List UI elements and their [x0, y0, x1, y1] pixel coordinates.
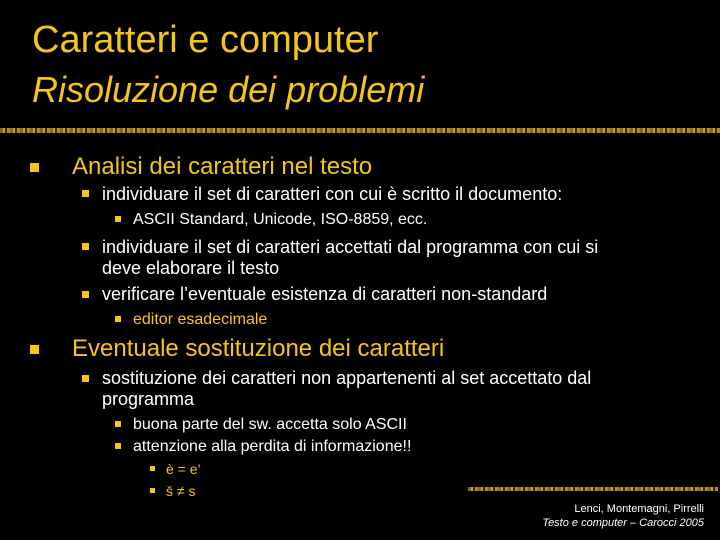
- bullet-sostituzione-1: sostituzione dei caratteri non appartenenti al set accettato dal: [102, 368, 592, 388]
- bullet-square-icon: [115, 316, 121, 322]
- bullet-square-icon: [82, 190, 89, 197]
- bullet-square-icon: [115, 421, 121, 427]
- slide-subtitle: Risoluzione dei problemi: [32, 69, 425, 110]
- bullet-square-icon: [30, 163, 39, 172]
- footer-authors: Lenci, Montemagni, Pirrelli: [574, 503, 704, 515]
- bullet-attenzione: attenzione alla perdita di informazione!!: [133, 438, 412, 455]
- bullet-individuare-accettati-2: deve elaborare il testo: [102, 258, 280, 278]
- bullet-square-icon: [115, 216, 121, 222]
- divider-bottom: [468, 487, 718, 491]
- bullet-individuare-accettati-1: individuare il set di caratteri accettati dal programma con cui si: [102, 237, 599, 257]
- divider-top: [0, 128, 720, 133]
- bullet-ascii-standard: ASCII Standard, Unicode, ISO-8859, ecc.: [133, 211, 428, 228]
- bullet-square-icon: [150, 466, 155, 471]
- bullet-sostituzione-2: programma: [102, 389, 195, 409]
- bullet-eventuale-sostituzione: Eventuale sostituzione dei caratteri: [72, 335, 445, 362]
- footer-book: Testo e computer – Carocci 2005: [542, 517, 704, 529]
- bullet-square-icon: [82, 375, 89, 382]
- footer-credits: [542, 502, 704, 530]
- bullet-square-icon: [30, 345, 39, 354]
- bullet-editor-esadecimale: editor esadecimale: [133, 311, 268, 328]
- bullet-square-icon: [82, 291, 89, 298]
- bullet-individuare-set: individuare il set di caratteri con cui è scritto il documento:: [102, 184, 563, 204]
- bullet-s-caron: š ≠ s: [166, 483, 196, 499]
- bullet-square-icon: [82, 243, 89, 250]
- bullet-buona-parte: buona parte del sw. accetta solo ASCII: [133, 416, 407, 433]
- slide-title: Caratteri e computer: [32, 19, 379, 61]
- bullet-square-icon: [115, 443, 121, 449]
- bullet-analisi: Analisi dei caratteri nel testo: [72, 153, 373, 180]
- bullet-e-grave: è = e’: [166, 461, 201, 477]
- bullet-verificare: verificare l’eventuale esistenza di caratteri non-standard: [102, 284, 548, 304]
- bullet-square-icon: [150, 488, 155, 493]
